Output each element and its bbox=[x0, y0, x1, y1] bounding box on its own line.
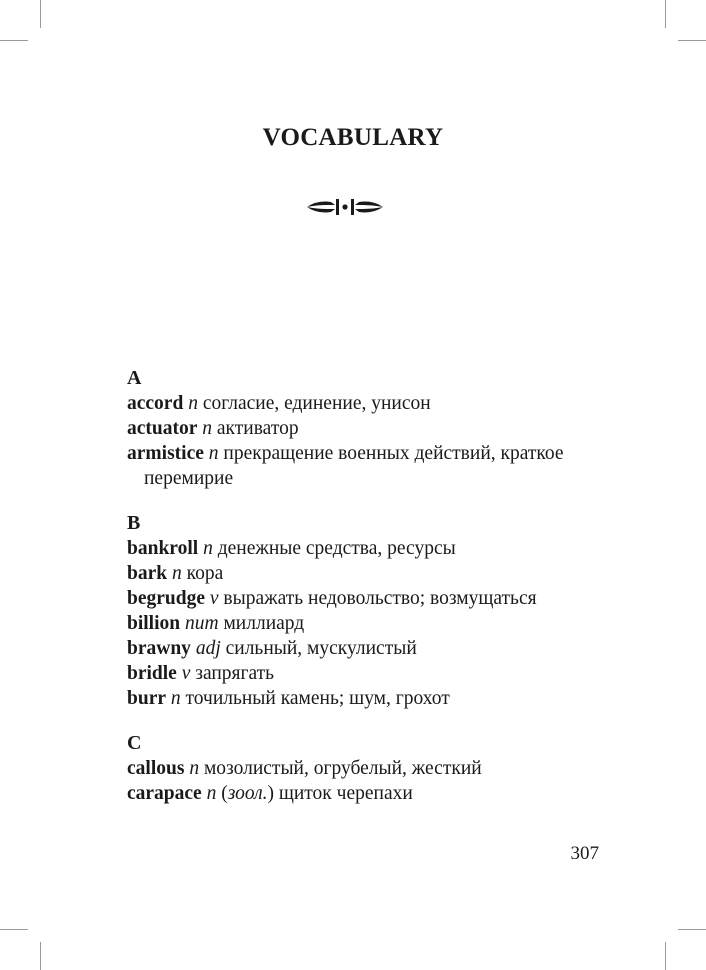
vocab-entry bbox=[127, 756, 587, 781]
vocab-entry bbox=[127, 391, 587, 416]
crop-mark bbox=[665, 942, 666, 970]
definition: активатор bbox=[216, 418, 299, 439]
crop-mark bbox=[665, 0, 666, 28]
headword: begrudge bbox=[127, 588, 205, 609]
fleuron-divider-icon bbox=[305, 196, 385, 218]
headword: armistice bbox=[127, 443, 204, 464]
definition: денежные средства, ресурсы bbox=[217, 538, 456, 559]
part-of-speech: n bbox=[189, 758, 200, 779]
part-of-speech: n bbox=[208, 443, 219, 464]
page-title: VOCABULARY bbox=[262, 124, 444, 151]
vocab-entry bbox=[127, 661, 587, 686]
part-of-speech: n bbox=[170, 688, 181, 709]
section-letter: B bbox=[127, 512, 141, 534]
vocab-entry bbox=[127, 441, 587, 491]
headword: burr bbox=[127, 688, 166, 709]
part-of-speech: v bbox=[209, 588, 219, 609]
vocab-entry bbox=[127, 536, 587, 561]
headword: brawny bbox=[127, 638, 191, 659]
headword: carapace bbox=[127, 783, 202, 804]
definition: кора bbox=[186, 563, 224, 584]
vocabulary-list bbox=[127, 366, 587, 826]
headword: billion bbox=[127, 613, 181, 634]
definition: точильный камень; шум, грохот bbox=[185, 688, 450, 709]
vocab-entry bbox=[127, 781, 587, 806]
definition: выражать недовольство; возмущаться bbox=[223, 588, 537, 609]
part-of-speech: adj bbox=[195, 638, 221, 659]
definition-prefix: ( bbox=[221, 783, 228, 804]
part-of-speech: v bbox=[181, 663, 191, 684]
usage-label: зоол. bbox=[227, 783, 268, 804]
part-of-speech: n bbox=[202, 418, 213, 439]
headword: bark bbox=[127, 563, 168, 584]
definition: миллиард bbox=[223, 613, 305, 634]
headword: callous bbox=[127, 758, 185, 779]
part-of-speech: num bbox=[185, 613, 219, 634]
crop-mark bbox=[40, 942, 41, 970]
crop-mark bbox=[0, 40, 28, 41]
part-of-speech: n bbox=[171, 563, 182, 584]
headword: bridle bbox=[127, 663, 177, 684]
crop-mark bbox=[678, 40, 706, 41]
page-number: 307 bbox=[570, 843, 599, 864]
crop-mark bbox=[40, 0, 41, 28]
part-of-speech: n bbox=[203, 538, 213, 559]
definition: запрягать bbox=[195, 663, 275, 684]
vocab-entry bbox=[127, 611, 587, 636]
vocab-entry bbox=[127, 636, 587, 661]
crop-mark bbox=[0, 929, 28, 930]
vocab-entry bbox=[127, 416, 587, 441]
headword: bankroll bbox=[127, 538, 199, 559]
section-c bbox=[127, 731, 587, 806]
definition: согласие, единение, унисон bbox=[202, 393, 431, 414]
headword: accord bbox=[127, 393, 184, 414]
definition: ) щиток черепахи bbox=[267, 783, 413, 804]
definition: мозолистый, огрубелый, жесткий bbox=[203, 758, 482, 779]
section-letter: A bbox=[127, 367, 142, 389]
section-b bbox=[127, 511, 587, 711]
vocab-entry bbox=[127, 686, 587, 711]
part-of-speech: n bbox=[188, 393, 198, 414]
part-of-speech: n bbox=[206, 783, 217, 804]
definition: сильный, мускулистый bbox=[225, 638, 417, 659]
headword: actuator bbox=[127, 418, 198, 439]
definition: прекращение военных действий, краткое перемирие bbox=[144, 443, 564, 489]
crop-mark bbox=[678, 929, 706, 930]
vocab-entry bbox=[127, 586, 587, 611]
vocab-entry bbox=[127, 561, 587, 586]
section-letter: C bbox=[127, 732, 142, 754]
section-a bbox=[127, 366, 587, 491]
